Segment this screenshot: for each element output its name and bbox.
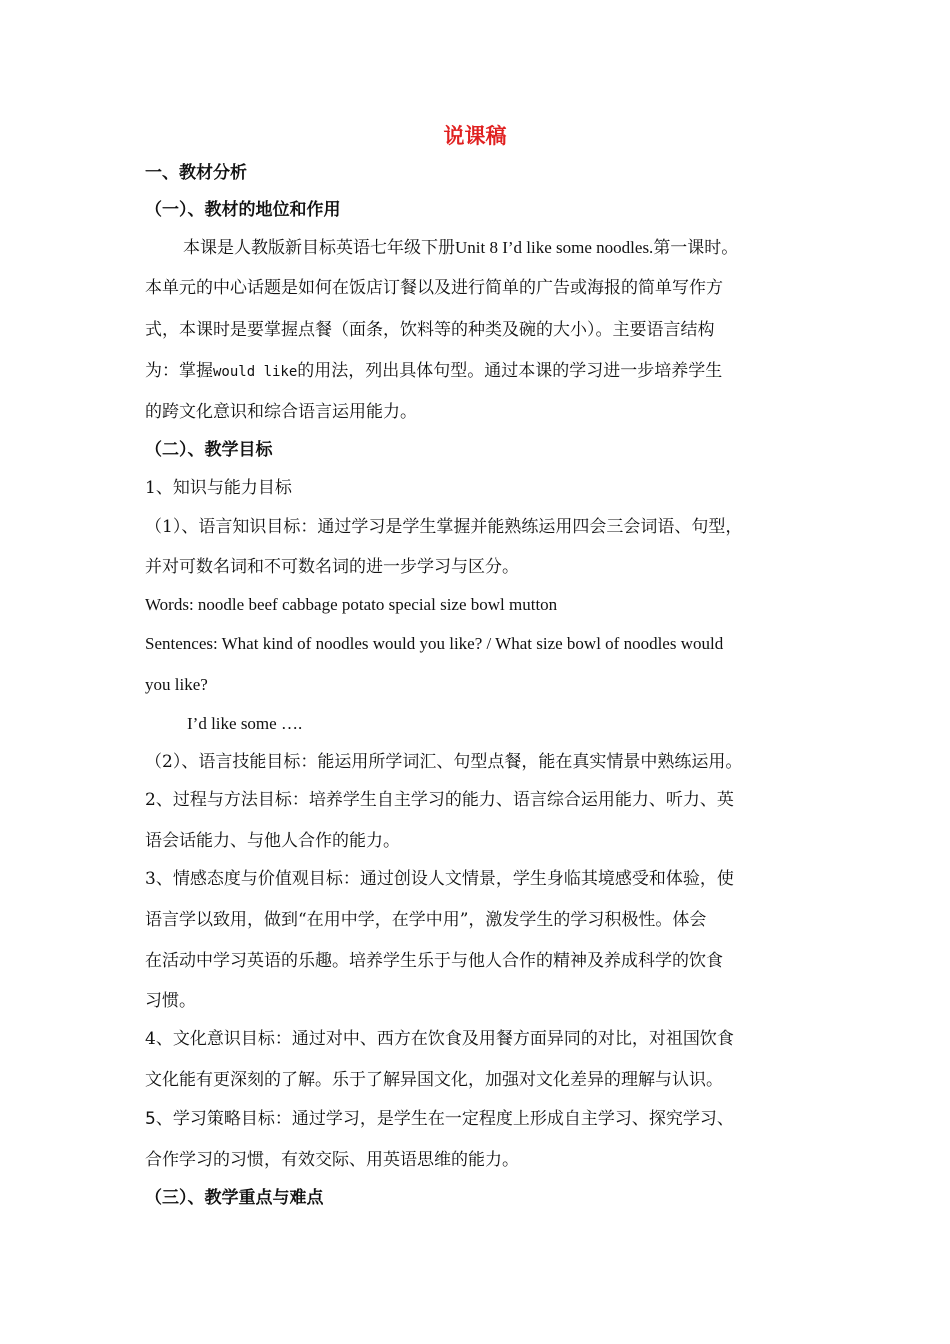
paragraph-line: 语言学以致用，做到“在用中学，在学中用”，激发学生的学习积极性。体会 [145, 910, 707, 930]
list-item: （2）、语言技能目标：能运用所学词汇、句型点餐，能在真实情景中熟练运用。 [145, 752, 743, 772]
paragraph-line: 文化能有更深刻的了解。乐于了解异国文化，加强对文化差异的理解与认识。 [145, 1070, 723, 1090]
paragraph-line: 的跨文化意识和综合语言运用能力。 [145, 402, 417, 422]
document-title: 说课稿 [443, 123, 507, 148]
text-span: 第一课时。 [653, 238, 739, 258]
list-item: 1、知识与能力目标 [145, 478, 292, 498]
list-number: 5 [145, 1109, 156, 1129]
subsection-heading-2: （二）、教学目标 [145, 440, 273, 460]
paragraph-line: 习惯。 [145, 991, 196, 1011]
code-span: would like [213, 364, 298, 380]
paragraph-line: 并对可数名词和不可数名词的进一步学习与区分。 [145, 557, 519, 577]
text-span: 本课是人教版新目标英语七年级下册 [183, 238, 455, 258]
list-item: 2、过程与方法目标：培养学生自主学习的能力、语言综合运用能力、听力、英 [145, 790, 734, 810]
sentences-line: you like? [145, 675, 208, 694]
paragraph-line [145, 359, 722, 384]
list-item: 4、文化意识目标：通过对中、西方在饮食及用餐方面异同的对比，对祖国饮食 [145, 1029, 734, 1049]
list-item: 3、情感态度与价值观目标：通过创设人文情景，学生身临其境感受和体验，使 [145, 869, 734, 889]
subsection-heading-3: （三）、教学重点与难点 [145, 1188, 324, 1208]
paragraph-line: 本单元的中心话题是如何在饭店订餐以及进行简单的广告或海报的简单写作方 [145, 278, 723, 298]
words-line: Words: noodle beef cabbage potato special size bowl mutton [145, 595, 558, 614]
paragraph-line [183, 236, 738, 260]
text-span: 的用法，列出具体句型。通过本课的学习进一步培养学生 [297, 361, 723, 381]
subsection-heading-1: （一）、教材的地位和作用 [145, 200, 341, 220]
paragraph-line: 式，本课时是要掌握点餐（面条，饮料等的种类及碗的大小）。主要语言结构 [145, 320, 715, 340]
paragraph-line: 合作学习的习惯，有效交际、用英语思维的能力。 [145, 1150, 519, 1170]
sentences-line: I’d like some …. [187, 714, 303, 733]
paragraph-line: 在活动中学习英语的乐趣。培养学生乐于与他人合作的精神及养成科学的饮食 [145, 951, 723, 971]
text-span: 为：掌握 [145, 361, 213, 381]
sentences-line: Sentences: What kind of noodles would you like? / What size bowl of noodles would [145, 634, 724, 653]
text-span: 、学习策略目标：通过学习，是学生在一定程度上形成自主学习、探究学习、 [155, 1109, 734, 1129]
list-item: （1）、语言知识目标：通过学习是学生掌握并能熟练运用四会三会词语、句型， [145, 517, 743, 537]
list-item [145, 1107, 734, 1131]
text-span-english: Unit 8 I’d like some noodles. [455, 238, 654, 257]
section-heading-1: 一、教材分析 [145, 163, 247, 183]
paragraph-line: 语会话能力、与他人合作的能力。 [145, 831, 400, 851]
